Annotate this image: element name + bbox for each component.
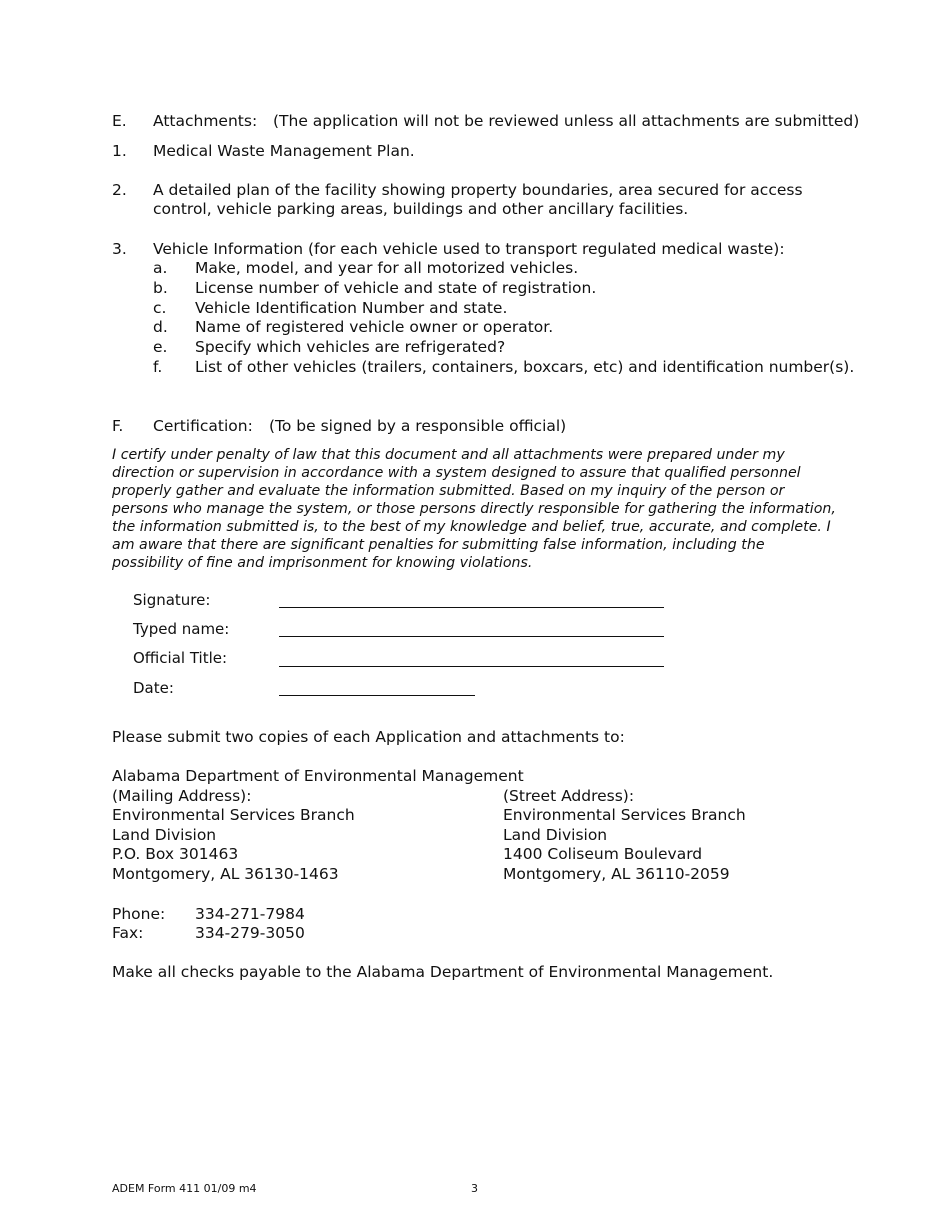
subitem-text: Make, model, and year for all motorized vehicles. bbox=[195, 259, 579, 277]
item-number: 3. bbox=[112, 240, 127, 258]
official-title-label: Official Title: bbox=[133, 649, 228, 667]
typed-name-label: Typed name: bbox=[133, 620, 230, 638]
subitem-letter: b. bbox=[153, 279, 168, 297]
item-text: Vehicle Information (for each vehicle used to transport regulated medical waste): bbox=[153, 240, 785, 258]
agency-name: Alabama Department of Environmental Management bbox=[112, 767, 524, 785]
page-number: 3 bbox=[471, 1182, 478, 1195]
street-address-line: 1400 Coliseum Boulevard bbox=[503, 845, 703, 863]
mailing-address-line: Environmental Services Branch bbox=[112, 806, 355, 824]
section-e-letter: E. bbox=[112, 112, 127, 130]
mailing-address-label: (Mailing Address): bbox=[112, 787, 252, 805]
certification-statement: I certify under penalty of law that this document and all attachments were prepared under my direction or supervision in accordance with a system designed to assure that qualified personnel properly gather and evaluate the information submitted. Based on my inquiry of the person or persons who manage the system, or those persons directly responsible for gathering the information, the information submitted is, to the best of my knowledge and belief, true, accurate, and complete. I am aware that there are significant penalties for submitting false information, including the possibility of fine and imprisonment for knowing violations. bbox=[112, 447, 836, 571]
section-e-note: (The application will not be reviewed unless all attachments are submitted) bbox=[273, 112, 860, 130]
fax-number: 334-279-3050 bbox=[195, 924, 305, 942]
subitem-text: List of other vehicles (trailers, containers, boxcars, etc) and identification number(s). bbox=[195, 358, 855, 376]
item-number: 1. bbox=[112, 142, 127, 160]
phone-label: Phone: bbox=[112, 905, 166, 923]
item-text: control, vehicle parking areas, buildings and other ancillary facilities. bbox=[153, 200, 689, 218]
street-address-line: Environmental Services Branch bbox=[503, 806, 746, 824]
subitem-letter: a. bbox=[153, 259, 168, 277]
item-text: A detailed plan of the facility showing property boundaries, area secured for access bbox=[153, 181, 803, 199]
signature-line[interactable] bbox=[279, 607, 664, 608]
item-text: Medical Waste Management Plan. bbox=[153, 142, 415, 160]
section-f-heading: Certification: bbox=[153, 417, 253, 435]
street-address-line: Montgomery, AL 36110-2059 bbox=[503, 865, 730, 883]
date-line[interactable] bbox=[279, 695, 475, 696]
subitem-text: Specify which vehicles are refrigerated? bbox=[195, 338, 506, 356]
subitem-letter: c. bbox=[153, 299, 167, 317]
typed-name-line[interactable] bbox=[279, 636, 664, 637]
checks-payable-note: Make all checks payable to the Alabama Department of Environmental Management. bbox=[112, 963, 774, 981]
submit-instruction: Please submit two copies of each Application and attachments to: bbox=[112, 728, 625, 746]
item-number: 2. bbox=[112, 181, 127, 199]
official-title-line[interactable] bbox=[279, 666, 664, 667]
subitem-letter: e. bbox=[153, 338, 168, 356]
phone-number: 334-271-7984 bbox=[195, 905, 305, 923]
street-address-line: Land Division bbox=[503, 826, 608, 844]
section-f-letter: F. bbox=[112, 417, 124, 435]
subitem-text: Vehicle Identification Number and state. bbox=[195, 299, 508, 317]
street-address-label: (Street Address): bbox=[503, 787, 635, 805]
signature-label: Signature: bbox=[133, 591, 211, 609]
section-f-note: (To be signed by a responsible official) bbox=[269, 417, 567, 435]
mailing-address-line: Land Division bbox=[112, 826, 217, 844]
subitem-letter: f. bbox=[153, 358, 163, 376]
section-e-heading: Attachments: bbox=[153, 112, 258, 130]
subitem-text: Name of registered vehicle owner or operator. bbox=[195, 318, 554, 336]
subitem-letter: d. bbox=[153, 318, 168, 336]
mailing-address-line: P.O. Box 301463 bbox=[112, 845, 239, 863]
date-label: Date: bbox=[133, 679, 174, 697]
fax-label: Fax: bbox=[112, 924, 144, 942]
subitem-text: License number of vehicle and state of registration. bbox=[195, 279, 597, 297]
form-id: ADEM Form 411 01/09 m4 bbox=[112, 1182, 257, 1195]
mailing-address-line: Montgomery, AL 36130-1463 bbox=[112, 865, 339, 883]
